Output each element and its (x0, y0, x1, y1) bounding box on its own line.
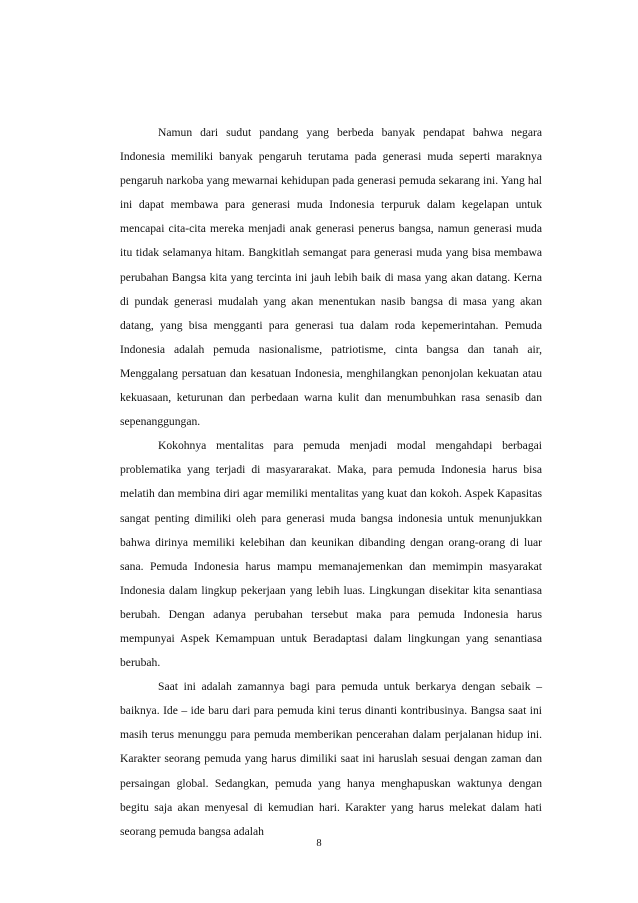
paragraph-2: Kokohnya mentalitas para pemuda menjadi modal mengahdapi berbagai problematika yang terjadi di masyararakat. Maka, para pemuda Indonesia harus bisa melatih dan membina diri agar memiliki mentalitas yang kuat dan kokoh. Aspek Kapasitas sangat penting dimiliki oleh para generasi muda bangsa indonesia untuk menunjukkan bahwa dirinya memiliki kelebihan dan keunikan dibanding dengan orang-orang di luar sana. Pemuda Indonesia harus mampu memanajemenkan dan memimpin masyarakat Indonesia dalam lingkup pekerjaan yang lebih luas. Lingkungan disekitar kita senantiasa berubah. Dengan adanya perubahan tersebut maka para pemuda Indonesia harus mempunyai Aspek Kemampuan untuk Beradaptasi dalam lingkungan yang senantiasa berubah. (120, 439, 542, 670)
paragraph-1: Namun dari sudut pandang yang berbeda banyak pendapat bahwa negara Indonesia memiliki banyak pengaruh terutama pada generasi muda seperti maraknya pengaruh narkoba yang mewarnai kehidupan pada generasi pemuda sekarang ini. Yang hal ini dapat membawa para generasi muda Indonesia terpuruk dalam kegelapan untuk mencapai cita-cita mereka menjadi anak generasi penerus bangsa, namun generasi muda itu tidak selamanya hitam. Bangkitlah semangat para generasi muda yang bisa membawa perubahan Bangsa kita yang tercinta ini jauh lebih baik di masa yang akan datang. Kerna di pundak generasi mudalah yang akan menentukan nasib bangsa di masa yang akan datang, yang bisa mengganti para generasi tua dalam roda kepemerintahan. Pemuda Indonesia adalah pemuda nasionalisme, patriotisme, cinta bangsa dan tanah air, Menggalang persatuan dan kesatuan Indonesia, menghilangkan penonjolan kekuatan atau kekuasaan, keturunan dan perbedaan warna kulit dan menumbuhkan rasa senasib dan sepenanggungan. (120, 126, 542, 429)
body-text (120, 121, 542, 844)
page-number: 8 (316, 838, 322, 849)
paragraph-3: Saat ini adalah zamannya bagi para pemuda untuk berkarya dengan sebaik – baiknya. Ide – ide baru dari para pemuda kini terus dinanti kontribusinya. Bangsa saat ini masih terus menunggu para pemuda memberikan pencerahan dalam perjalanan hidup ini. Karakter seorang pemuda yang harus dimiliki saat ini haruslah sesuai dengan zaman dan persaingan global. Sedangkan, pemuda yang hanya menghapuskan waktunya dengan begitu saja akan menyesal di kemudian hari. Karakter yang harus melekat dalam hati seorang pemuda bangsa adalah (120, 680, 542, 838)
